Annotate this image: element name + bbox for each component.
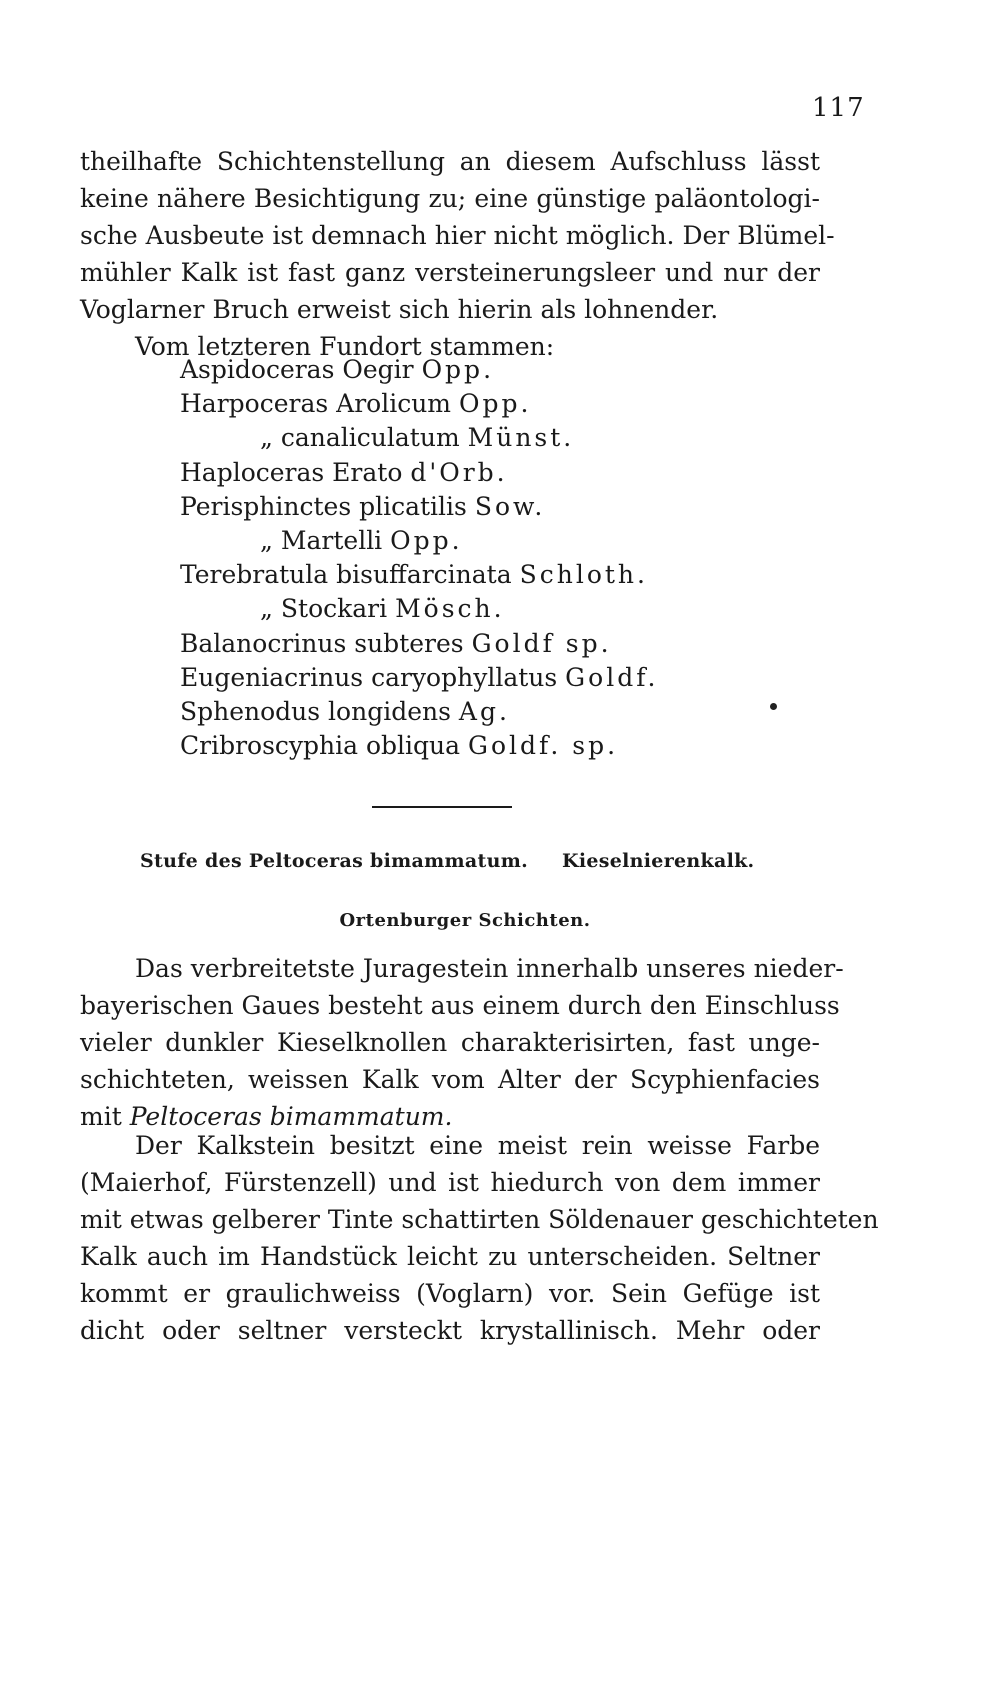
section-heading-left: Stufe des Peltoceras bimammatum. (140, 850, 529, 872)
species-item: Eugeniacrinus caryophyllatus Goldf. (180, 662, 659, 692)
paragraph-1 (80, 143, 835, 365)
sub-heading: Ortenburger Schichten. (339, 910, 591, 931)
species-item: Aspidoceras Oegir Opp. (180, 355, 495, 384)
text-line: mit Peltoceras bimammatum. (80, 1102, 453, 1131)
species-item: „ Stockari Mösch. (260, 594, 505, 624)
paragraph-2 (80, 950, 844, 1135)
fundort-intro: Vom letzteren Fundort stammen: (135, 332, 555, 361)
text-line: vieler dunkler Kieselknollen charakterisirten, fast unge- (80, 1028, 820, 1057)
species-item: Balanocrinus subteres Goldf sp. (180, 628, 612, 658)
text-line: sche Ausbeute ist demnach hier nicht möglich. Der Blümel- (80, 221, 835, 250)
text-line: Der Kalkstein besitzt eine meist rein weisse Farbe (135, 1131, 820, 1160)
species-item: Haploceras Erato d'Orb. (180, 457, 508, 487)
section-heading (140, 850, 780, 872)
text-line: Das verbreitetste Juragestein innerhalb unseres nieder- (135, 954, 844, 983)
species-item: „ Martelli Opp. (260, 526, 463, 556)
paragraph-3 (80, 1127, 879, 1349)
ink-speck (770, 703, 777, 710)
text-line: theilhafte Schichtenstellung an diesem Aufschluss lässt (80, 147, 820, 176)
page-number: 117 (812, 93, 865, 123)
text-line: mühler Kalk ist fast ganz versteinerungsleer und nur der (80, 258, 820, 287)
species-item: „ canaliculatum Münst. (260, 423, 575, 453)
text-line: schichteten, weissen Kalk vom Alter der Scyphienfacies (80, 1065, 820, 1094)
species-item: Cribroscyphia obliqua Goldf. sp. (180, 731, 619, 761)
section-divider (372, 806, 512, 808)
text-line: bayerischen Gaues besteht aus einem durch den Einschluss (80, 991, 840, 1020)
species-item: Harpoceras Arolicum Opp. (180, 389, 532, 419)
section-heading-right: Kieselnierenkalk. (562, 850, 755, 872)
text-line: kommt er graulichweiss (Voglarn) vor. Sein Gefüge ist (80, 1279, 820, 1308)
species-item: Perisphinctes plicatilis Sow. (180, 491, 546, 521)
text-line: Voglarner Bruch erweist sich hierin als lohnender. (80, 295, 719, 324)
text-line: (Maierhof, Fürstenzell) und ist hiedurch von dem immer (80, 1168, 820, 1197)
species-item: Terebratula bisuffarcinata Schloth. (180, 560, 648, 590)
text-line: keine nähere Besichtigung zu; eine günstige paläontologi- (80, 184, 820, 213)
italic-species-name: Peltoceras bimammatum. (129, 1102, 453, 1131)
text-line: Kalk auch im Handstück leicht zu unterscheiden. Seltner (80, 1242, 820, 1271)
species-list (180, 353, 659, 763)
species-item: Sphenodus longidens Ag. (180, 697, 510, 727)
text-line: dicht oder seltner versteckt krystallinisch. Mehr oder (80, 1316, 820, 1345)
text-line: mit etwas gelberer Tinte schattirten Söldenauer geschichteten (80, 1205, 879, 1234)
